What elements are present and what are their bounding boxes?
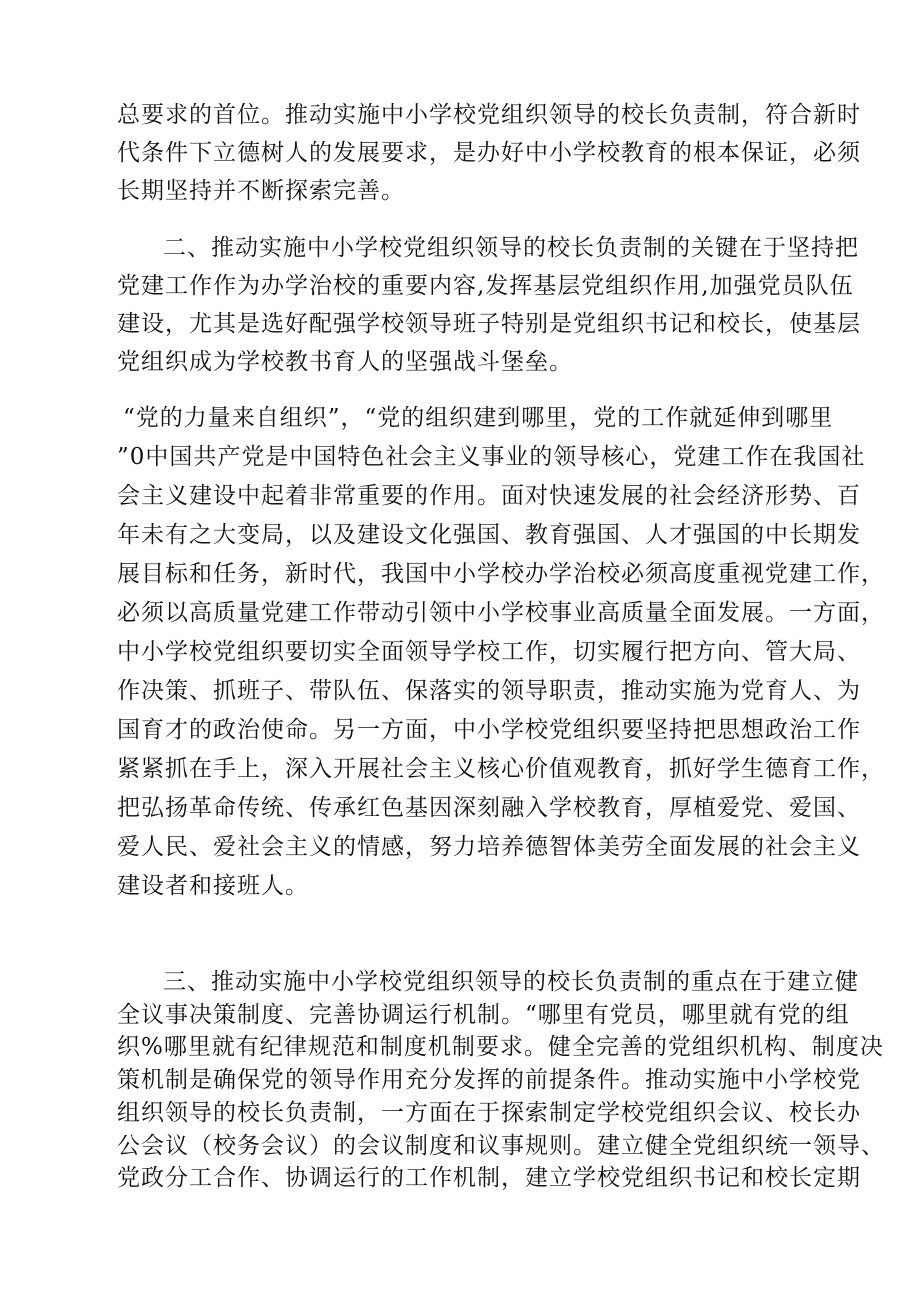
text-line: 党组织成为学校教书育人的坚强战斗堡垒。	[117, 349, 573, 375]
text-line: 年未有之大变局，以及建设文化强国、教育强国、人才强国的中长期发	[117, 522, 861, 548]
text-line: 组织领导的校长负责制，一方面在于探索制定学校党组织会议、校长办	[117, 1099, 861, 1126]
text-line: 总要求的首位。推动实施中小学校党组织领导的校长负责制，符合新时	[117, 102, 861, 128]
text-line: 建设，尤其是选好配强学校领导班子特别是党组织书记和校长，使基层	[117, 311, 861, 337]
text-line: 织%哪里就有纪律规范和制度机制要求。健全完善的党组织机构、制度决	[117, 1034, 884, 1061]
text-line: 建设者和接班人。	[117, 873, 309, 899]
text-line: 展目标和任务，新时代，我国中小学校办学治校必须高度重视党建工作，	[117, 561, 885, 587]
paragraph-3	[117, 399, 885, 906]
text-line: 爱人民、爱社会主义的情感，努力培养德智体美劳全面发展的社会主义	[117, 834, 861, 860]
text-line: 长期坚持并不断探索完善。	[117, 178, 405, 204]
text-line: 必须以高质量党建工作带动引领中小学校事业高质量全面发展。一方面，	[117, 600, 885, 626]
text-line: 公会议（校务会议）的会议制度和议事规则。建立健全党组织统一领导、	[117, 1132, 885, 1159]
text-line: ”0中国共产党是中国特色社会主义事业的领导核心，党建工作在我国社	[117, 444, 866, 470]
text-line: 全议事决策制度、完善协调运行机制。“哪里有党员，哪里就有党的组	[117, 1001, 850, 1028]
text-line: 会主义建设中起着非常重要的作用。面对快速发展的社会经济形势、百	[117, 483, 861, 509]
text-line: 策机制是确保党的领导作用充分发挥的前提条件。推动实施中小学校党	[117, 1067, 861, 1094]
text-line: 代条件下立德树人的发展要求，是办好中小学校教育的根本保证，必须	[117, 140, 861, 166]
text-line: 作决策、抓班子、带队伍、保落实的领导职责，推动实施为党育人、为	[117, 678, 861, 704]
text-line: 紧紧抓在手上，深入开展社会主义核心价值观教育，抓好学生德育工作，	[117, 756, 885, 782]
text-line: 党建工作作为办学治校的重要内容,发挥基层党组织作用,加强党员队伍	[117, 273, 854, 299]
text-line: 中小学校党组织要切实全面领导学校工作，切实履行把方向、管大局、	[117, 639, 861, 665]
paragraph-1	[117, 96, 861, 210]
text-line: 把弘扬革命传统、传承红色基因深刻融入学校教育，厚植爱党、爱国、	[117, 795, 861, 821]
text-line: 党政分工合作、协调运行的工作机制，建立学校党组织书记和校长定期	[117, 1165, 861, 1192]
paragraph-2	[117, 229, 861, 381]
text-line: 二、推动实施中小学校党组织领导的校长负责制的关键在于坚持把	[163, 235, 859, 261]
text-line: “党的力量来自组织”，“党的组织建到哪里，党的工作就延伸到哪里	[123, 405, 834, 431]
text-line: 国育才的政治使命。另一方面，中小学校党组织要坚持把思想政治工作	[117, 717, 861, 743]
paragraph-4	[117, 966, 885, 1195]
text-line: 三、推动实施中小学校党组织领导的校长负责制的重点在于建立健	[163, 969, 859, 995]
